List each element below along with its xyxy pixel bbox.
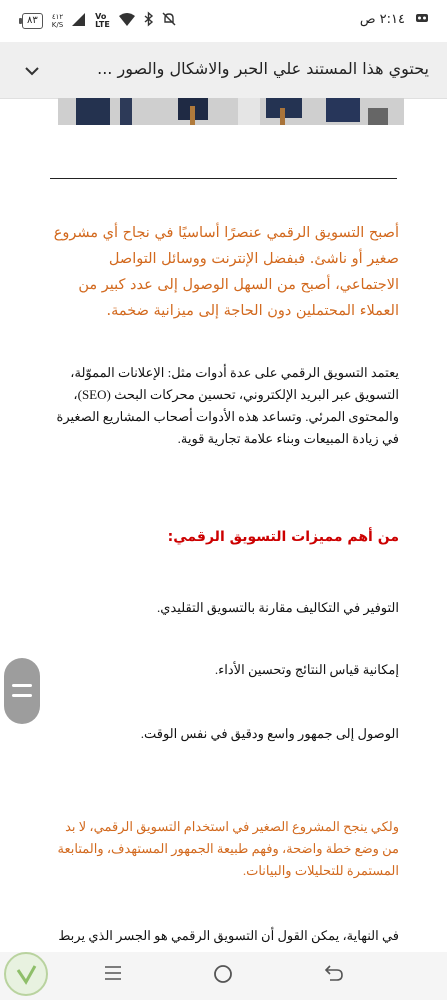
feature-item: التوفير في التكاليف مقارنة بالتسويق التقليدي. <box>157 600 399 615</box>
handle-line <box>12 694 32 697</box>
status-icons-left <box>22 12 176 30</box>
network-speed-unit: K/S <box>51 21 64 29</box>
network-speed-value: ٤١٢ <box>51 13 64 21</box>
document-header[interactable] <box>0 42 447 99</box>
camera-icon <box>415 12 429 27</box>
success-paragraph: ولكي ينجح المشروع الصغير في استخدام التسويق الرقمي، لا بد من وضع خطة واضحة، وفهم طبيعة الجمهور المستهدف، والمتابعة المستمرة للتحليلات والبيانات. <box>57 819 399 878</box>
system-nav-bar <box>0 952 447 1000</box>
network-speed <box>52 13 63 29</box>
menu-icon[interactable] <box>104 964 122 986</box>
wifi-icon <box>119 13 135 30</box>
battery-icon <box>22 13 43 29</box>
back-icon[interactable] <box>324 964 344 986</box>
status-icons-right <box>360 12 429 27</box>
handle-line <box>12 684 32 687</box>
volte-icon <box>95 13 110 29</box>
intro-paragraph: أصبح التسويق الرقمي عنصرًا أساسيًا في نجاح أي مشروع صغير أو ناشئ. فبفضل الإنترنت ووسائل التواصل الاجتماعي، أصبح من السهل الوصول إلى عدد كبير من العملاء المحتملين دون الحاجة إلى ميزانية ضخمة. <box>53 225 399 319</box>
mute-icon <box>162 12 176 30</box>
app-logo-badge <box>4 952 48 996</box>
tools-paragraph: يعتمد التسويق الرقمي على عدة أدوات مثل: الإعلانات المموّلة، التسويق عبر البريد الإلكتروني، تحسين محركات البحث (SEO)، والمحتوى المرئي. وتساعد هذه الأدوات أصحاب المشاريع الصغيرة في زيادة المبيعات وبناء علامة تجارية قوية. <box>56 365 399 446</box>
section-divider <box>50 178 397 179</box>
feature-item: الوصول إلى جمهور واسع ودقيق في نفس الوقت. <box>140 726 399 741</box>
battery-level: ٨٣ <box>27 15 38 26</box>
status-bar <box>0 0 447 42</box>
volte-bottom: LTE <box>95 20 110 29</box>
features-heading: من أهم مميزات التسويق الرقمي: <box>167 529 399 545</box>
clock-time: ٢:١٤ ص <box>359 12 405 27</box>
volte-top: Vo <box>95 12 107 21</box>
home-icon[interactable] <box>213 964 233 988</box>
document-content[interactable] <box>0 98 447 952</box>
chevron-down-icon[interactable] <box>24 62 40 81</box>
side-menu-handle[interactable] <box>4 658 40 724</box>
document-notice-title[interactable]: يحتوي هذا المستند علي الحبر والاشكال والصور ... <box>97 59 429 78</box>
bluetooth-icon <box>144 12 153 30</box>
article-image <box>58 98 404 125</box>
conclusion-paragraph: في النهاية، يمكن القول أن التسويق الرقمي هو الجسر الذي يربط <box>58 928 399 943</box>
feature-item: إمكانية قياس النتائج وتحسين الأداء. <box>214 662 399 677</box>
signal-icon <box>72 13 86 30</box>
